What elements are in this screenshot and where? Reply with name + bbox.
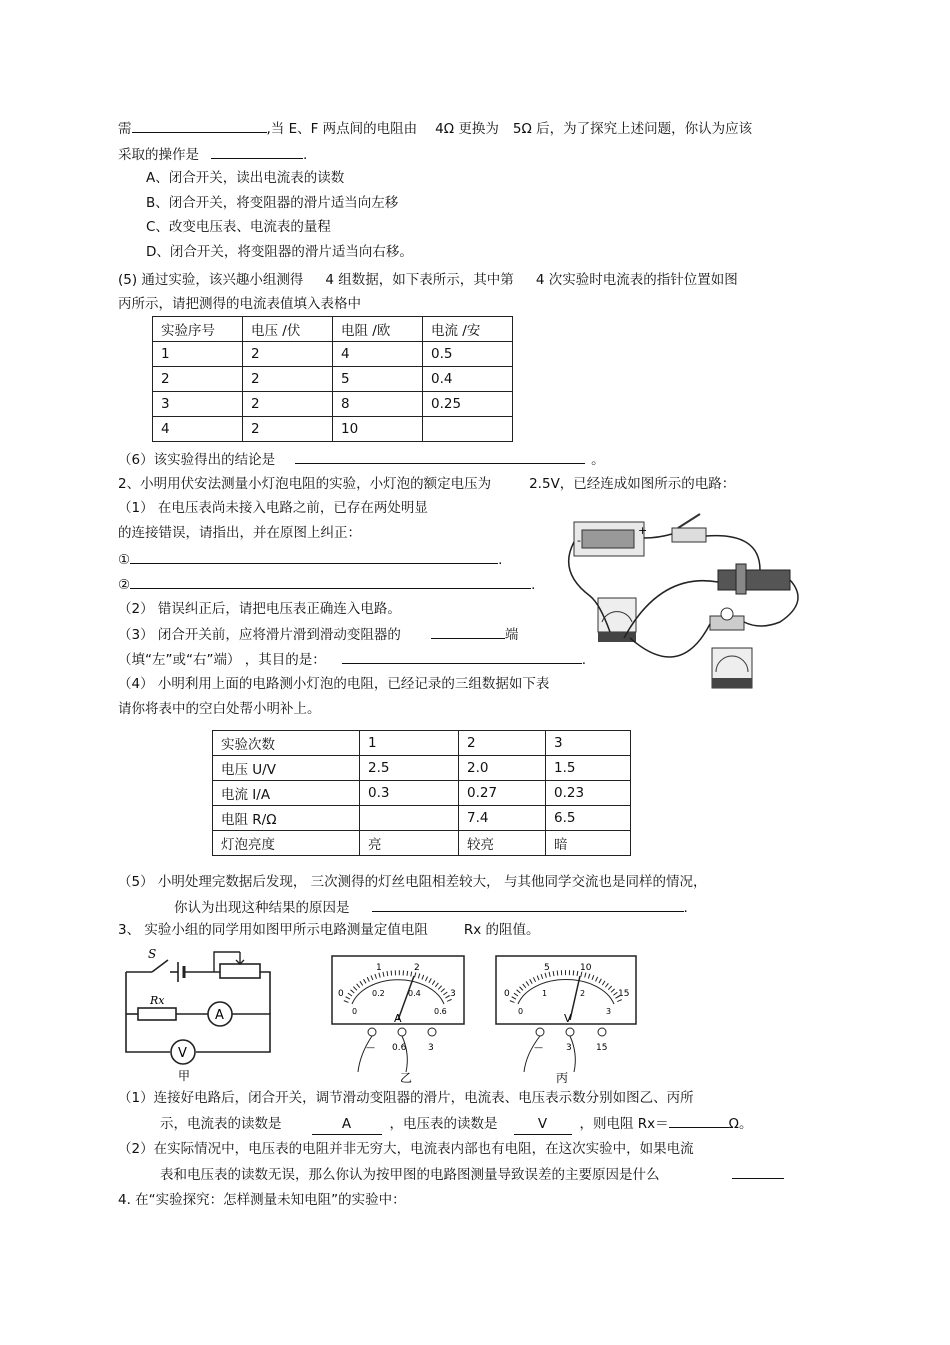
switch-s	[152, 960, 168, 972]
p3-s2: （2）在实际情况中，电压表的电阻并非无穷大，电流表内部也有电阻，在这次实验中，如果电流	[118, 1141, 694, 1157]
p2-s3c: （填“左”或“右”端） ，其目的是： .	[118, 649, 586, 670]
p2-intro: 2、小明用伏安法测量小灯泡电阻的实验，小灯泡的额定电压为 2.5V，已经连成如图所示的电路：	[118, 476, 736, 492]
svg-text:15: 15	[596, 1043, 608, 1053]
p2-c1: ① .	[118, 549, 502, 570]
answer-blank[interactable]	[431, 624, 505, 639]
table-header-row: 实验序号 电压 /伏 电阻 /欧 电流 /安	[153, 317, 513, 342]
text-line: 需 ,当 E、F 两点间的电阻由 4Ω 更换为 5Ω 后，为了探究上述问题，你认为应该	[118, 118, 752, 139]
circuit-photo	[560, 512, 808, 692]
svg-text:-: -	[577, 534, 581, 547]
table-row: 3 2 8 0.25	[153, 392, 513, 417]
svg-text:0: 0	[338, 989, 344, 999]
svg-text:0.6: 0.6	[392, 1043, 407, 1053]
data-table-1	[152, 316, 513, 442]
answer-blank[interactable]: A	[312, 1114, 382, 1135]
svg-text:2: 2	[580, 989, 586, 998]
table-row: 2 2 5 0.4	[153, 367, 513, 392]
svg-text:0: 0	[504, 989, 510, 999]
answer-blank[interactable]	[372, 897, 684, 912]
rheostat	[718, 570, 790, 590]
svg-text:0: 0	[352, 1007, 358, 1016]
p2-s4b: 请你将表中的空白处帮小明补上。	[118, 701, 321, 717]
svg-text:3: 3	[450, 989, 456, 999]
option-d: D、闭合开关，将变阻器的滑片适当向右移。	[146, 244, 413, 260]
svg-text:0.6: 0.6	[434, 1007, 447, 1016]
svg-text:V: V	[564, 1012, 572, 1025]
svg-text:A: A	[394, 1012, 402, 1025]
answer-blank[interactable]	[342, 649, 582, 664]
text-line: 采取的操作是 .	[118, 144, 307, 165]
voltmeter-dial-bing	[494, 954, 640, 1084]
option-a: A、闭合开关，读出电流表的读数	[146, 170, 345, 186]
resistor-rx	[138, 1008, 176, 1020]
answer-blank[interactable]	[732, 1164, 784, 1179]
svg-text:—: —	[534, 1043, 543, 1053]
p2-s1b: 的连接错误，请指出，并在原图上纠正：	[118, 525, 361, 541]
svg-text:3: 3	[428, 1043, 434, 1053]
table-row: 4 2 10	[153, 417, 513, 442]
circuit-diagram-jia	[116, 944, 276, 1084]
svg-text:0.4: 0.4	[408, 989, 421, 998]
svg-text:丙: 丙	[556, 1071, 569, 1084]
option-c: C、改变电压表、电流表的量程	[146, 219, 331, 235]
svg-text:1: 1	[376, 963, 382, 973]
svg-text:—: —	[366, 1043, 375, 1053]
data-table-2	[212, 730, 631, 856]
svg-text:5: 5	[544, 963, 550, 973]
answer-blank[interactable]	[295, 449, 585, 464]
table-row: 电流 I/A 0.3 0.27 0.23	[213, 781, 631, 806]
p3-s1b: 示，电流表的读数是 A ，电压表的读数是 V ，则电阻 Rx＝ Ω。	[160, 1113, 753, 1135]
svg-text:2: 2	[414, 963, 420, 973]
answer-blank[interactable]	[132, 118, 267, 133]
svg-text:10: 10	[580, 963, 592, 973]
p2-s2: （2） 错误纠正后，请把电压表正确连入电路。	[118, 601, 401, 617]
p2-c2: ② .	[118, 574, 535, 595]
p2-s3: （3） 闭合开关前，应将滑片滑到滑动变阻器的 端	[118, 624, 518, 645]
p2-s1: （1） 在电压表尚未接入电路之前，已存在两处明显	[118, 500, 428, 516]
svg-text:S: S	[148, 947, 157, 961]
svg-text:0.2: 0.2	[372, 989, 385, 998]
table-row: 灯泡亮度 亮 较亮 暗	[213, 831, 631, 856]
answer-blank[interactable]	[130, 549, 498, 564]
table-row: 1 2 4 0.5	[153, 342, 513, 367]
q6-line: （6）该实验得出的结论是 。	[118, 449, 605, 470]
switch	[672, 528, 706, 542]
p2-s5: （5） 小明处理完数据后发现， 三次测得的灯丝电阻相差较大， 与其他同学交流也是同样的情况，	[118, 874, 707, 890]
svg-text:1: 1	[542, 989, 548, 998]
option-b: B、闭合开关，将变阻器的滑片适当向左移	[146, 195, 399, 211]
p3-intro: 3、 实验小组的同学用如图甲所示电路测量定值电阻 Rx 的阻值。	[118, 922, 540, 938]
p4-intro: 4. 在“实验探究：怎样测量未知电阻”的实验中：	[118, 1192, 406, 1208]
svg-text:3: 3	[566, 1043, 572, 1053]
svg-text:乙: 乙	[400, 1071, 413, 1084]
answer-blank[interactable]	[130, 574, 531, 589]
svg-text:A: A	[215, 1008, 224, 1023]
svg-text:0: 0	[518, 1007, 524, 1016]
answer-cell[interactable]	[423, 417, 513, 442]
rheostat-symbol	[220, 964, 260, 978]
answer-blank[interactable]	[669, 1113, 729, 1128]
table-row: 电阻 R/Ω 7.4 6.5	[213, 806, 631, 831]
answer-cell[interactable]	[360, 806, 459, 831]
q5-line2: 丙所示，请把测得的电流表值填入表格中	[118, 296, 361, 312]
svg-text:+: +	[638, 524, 648, 537]
ammeter-dial-yi	[330, 954, 466, 1084]
svg-text:Rx: Rx	[150, 994, 165, 1007]
p3-s2b: 表和电压表的读数无误，那么你认为按甲图的电路图测量导致误差的主要原因是什么	[160, 1164, 784, 1185]
p3-s1: （1）连接好电路后，闭合开关，调节滑动变阻器的滑片，电流表、电压表示数分别如图乙、丙所	[118, 1090, 694, 1106]
svg-text:3: 3	[606, 1007, 612, 1016]
p2-s5b: 你认为出现这种结果的原因是 .	[174, 897, 688, 918]
answer-blank[interactable]: V	[514, 1114, 572, 1135]
svg-text:15: 15	[618, 989, 630, 999]
table-row: 电压 U/V 2.5 2.0 1.5	[213, 756, 631, 781]
table-header-row: 实验次数 1 2 3	[213, 731, 631, 756]
q5-line1: (5) 通过实验，该兴趣小组测得 4 组数据，如下表所示，其中第 4 次实验时电流表的指针位置如图	[118, 272, 738, 288]
answer-blank[interactable]	[211, 144, 303, 159]
svg-text:甲: 甲	[178, 1069, 191, 1083]
svg-text:V: V	[178, 1046, 187, 1061]
p2-s4: （4） 小明利用上面的电路测小灯泡的电阻，已经记录的三组数据如下表	[118, 676, 550, 692]
